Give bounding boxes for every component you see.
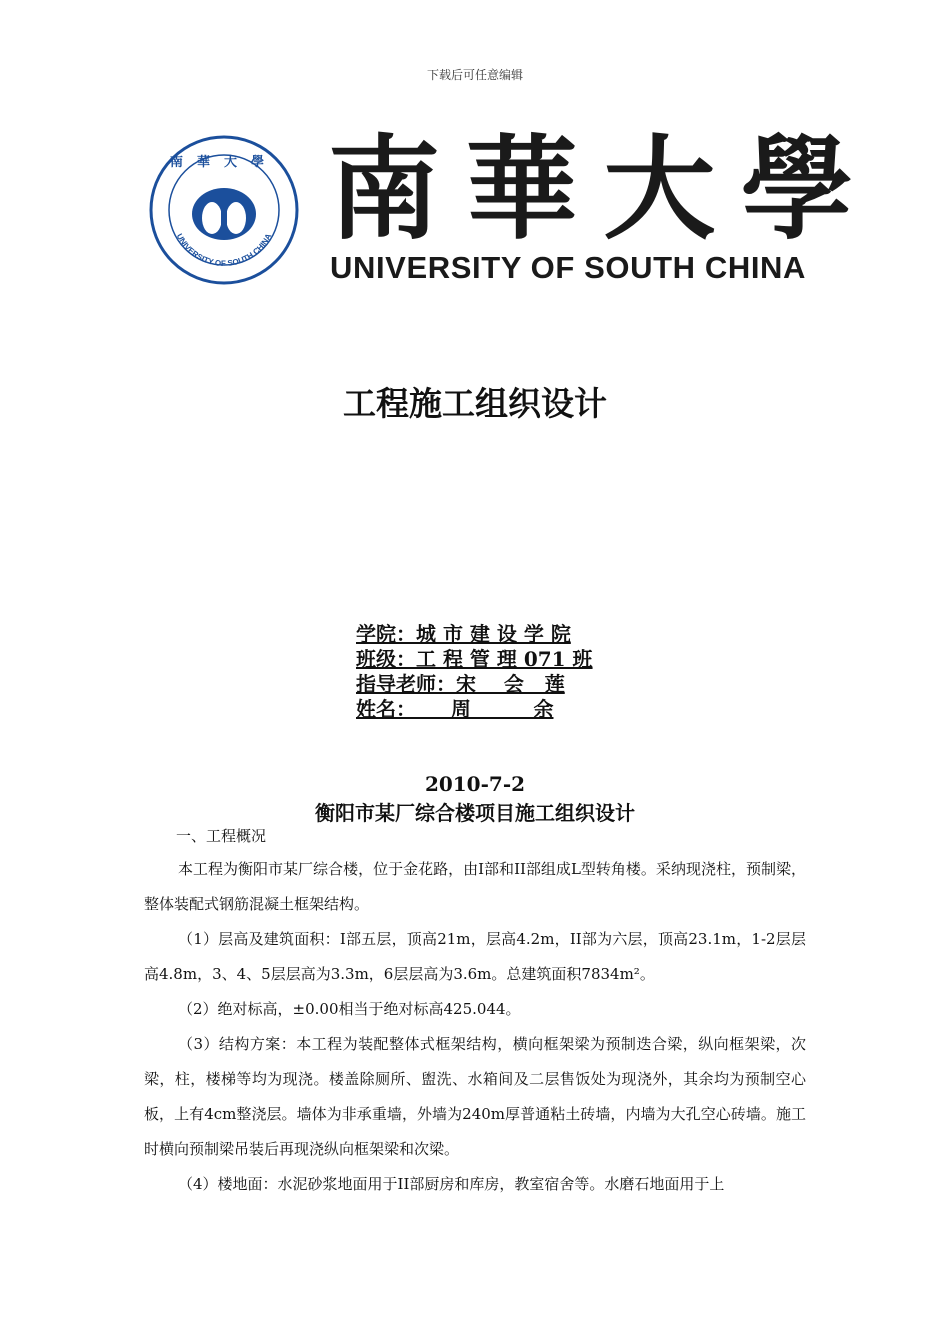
paragraph: 本工程为衡阳市某厂综合楼，位于金花路，由I部和II部组成L型转角楼。采纳现浇柱，预制梁，整体装配式钢筋混凝土框架结构。 xyxy=(144,860,806,913)
document-title: 工程施工组织设计 xyxy=(343,384,607,423)
college-line: 学院：城 市 建 设 学 院 xyxy=(356,622,571,646)
body-text xyxy=(144,852,806,1202)
header-note: 下载后可任意编辑 xyxy=(426,68,523,82)
advisor-line: 指导老师：宋 会 莲 xyxy=(356,672,565,696)
university-name-en: UNIVERSITY OF SOUTH CHINA xyxy=(330,250,807,285)
document-subtitle: 衡阳市某厂综合楼项目施工组织设计 xyxy=(315,801,635,825)
university-name-cn xyxy=(328,122,853,257)
brand-char: 華 xyxy=(465,123,578,255)
student-info xyxy=(356,622,593,722)
university-seal-logo xyxy=(148,134,300,286)
svg-text:南華大學: 南華大學 xyxy=(169,155,279,170)
brand-char: 學 xyxy=(740,123,853,255)
name-line: 姓名： 周 余 xyxy=(356,697,554,721)
document-date: 2010-7-2 xyxy=(424,772,526,796)
paragraph: （1）层高及建筑面积：I部五层，顶高21m，层高4.2m，II部为六层，顶高23.1m，1-2层层高4.8m，3、4、5层层高为3.3m，6层层高为3.6m。总建筑面积7834m²。 xyxy=(144,930,806,983)
class-line: 班级：工 程 管 理 071 班 xyxy=(356,647,593,671)
section-heading: 一、工程概况 xyxy=(176,827,267,845)
brand-char: 大 xyxy=(603,123,716,255)
paragraph: （2）绝对标高，±0.00相当于绝对标高425.044。 xyxy=(178,1000,521,1018)
paragraph: （4）楼地面：水泥砂浆地面用于II部厨房和库房，教室宿舍等。水磨石地面用于上 xyxy=(178,1175,725,1193)
brand-char: 南 xyxy=(328,123,440,255)
svg-text:UNIVERSITY OF SOUTH CHINA: UNIVERSITY OF SOUTH CHINA xyxy=(174,232,274,269)
paragraph: （3）结构方案：本工程为装配整体式框架结构，横向框架梁为预制迭合梁，纵向框架梁，次梁，柱，楼梯等均为现浇。楼盖除厕所、盥洗、水箱间及二层售饭处为现浇外，其余均为预制空心板，上有4cm整浇层。墙体为非承重墙，外墙为240m厚普通粘土砖墙，内墙为大孔空心砖墙。施工时横向预制梁吊装后再现浇纵向框架梁和次梁。 xyxy=(144,1035,806,1158)
